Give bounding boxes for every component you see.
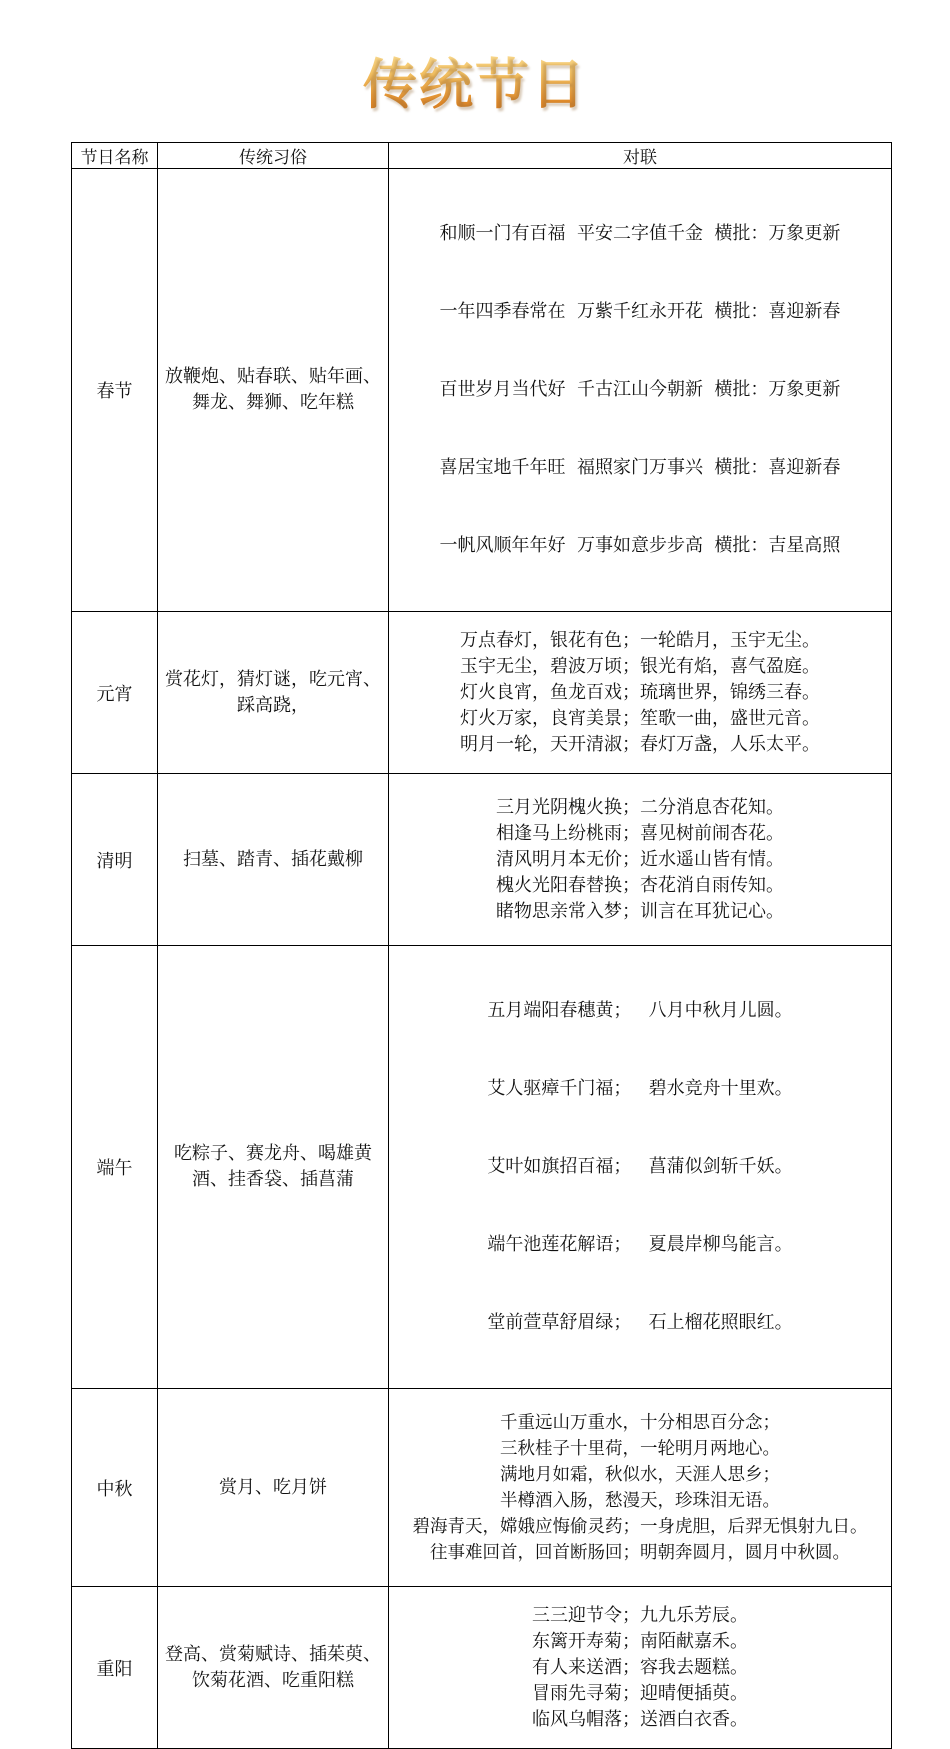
festival-name: 春节 bbox=[72, 169, 158, 612]
festival-name: 清明 bbox=[72, 774, 158, 946]
couplet-line: 端午池莲花解语； 夏晨岸柳鸟能言。 bbox=[487, 1234, 793, 1255]
couplet-line: 一年四季春常在 万紫千红永开花 横批：喜迎新春 bbox=[439, 301, 841, 322]
couplet-line: 满地月如霜，秋似水，天涯人思乡； bbox=[500, 1464, 780, 1485]
customs-line: 放鞭炮、贴春联、贴年画、 bbox=[165, 366, 381, 387]
table-row bbox=[72, 774, 892, 946]
couplet-line: 睹物思亲常入梦；训言在耳犹记心。 bbox=[496, 900, 784, 922]
header-festival-name: 节日名称 bbox=[72, 143, 158, 169]
table-row bbox=[72, 946, 892, 1389]
table-row bbox=[72, 1389, 892, 1587]
festival-customs bbox=[158, 1587, 389, 1749]
table-header-row bbox=[72, 143, 892, 169]
festival-name: 元宵 bbox=[72, 612, 158, 774]
festival-customs bbox=[158, 1389, 389, 1587]
customs-line: 扫墓、踏青、插花戴柳 bbox=[183, 848, 363, 870]
customs-line: 登高、赏菊赋诗、插茱萸、 bbox=[165, 1643, 381, 1665]
couplet-line: 相逢马上纷桃雨；喜见树前闹杏花。 bbox=[496, 822, 784, 844]
table-row bbox=[72, 612, 892, 774]
couplet-line: 万点春灯，银花有色；一轮皓月，玉宇无尘。 bbox=[460, 629, 820, 651]
festival-customs bbox=[158, 774, 389, 946]
festival-couplets bbox=[389, 169, 892, 612]
customs-line: 舞龙、舞狮、吃年糕 bbox=[192, 392, 354, 413]
table-row bbox=[72, 169, 892, 612]
festival-couplets bbox=[389, 774, 892, 946]
customs-line: 吃粽子、赛龙舟、喝雄黄 bbox=[174, 1143, 372, 1164]
couplet-line: 槐火光阳春替换；杏花消自雨传知。 bbox=[496, 874, 784, 896]
festival-customs bbox=[158, 612, 389, 774]
table-row bbox=[72, 1587, 892, 1749]
couplet-line: 三三迎节令；九九乐芳辰。 bbox=[532, 1604, 748, 1626]
couplet-line: 碧海青天，嫦娥应悔偷灵药；一身虎胆，后羿无惧射九日。 bbox=[412, 1516, 868, 1537]
header-customs: 传统习俗 bbox=[158, 143, 389, 169]
couplet-line: 灯火万家，良宵美景；笙歌一曲，盛世元音。 bbox=[460, 707, 820, 729]
festival-name: 中秋 bbox=[72, 1389, 158, 1587]
couplet-line: 艾叶如旗招百福； 菖蒲似剑斩千妖。 bbox=[487, 1156, 793, 1177]
couplet-line: 冒雨先寻菊；迎晴便插萸。 bbox=[532, 1682, 748, 1704]
couplet-line: 千重远山万重水，十分相思百分念； bbox=[500, 1412, 780, 1433]
couplet-line: 艾人驱瘴千门福； 碧水竞舟十里欢。 bbox=[487, 1078, 793, 1099]
festival-couplets bbox=[389, 1389, 892, 1587]
couplet-line: 灯火良宵，鱼龙百戏；琉璃世界，锦绣三春。 bbox=[460, 681, 820, 703]
couplet-line: 喜居宝地千年旺 福照家门万事兴 横批：喜迎新春 bbox=[439, 457, 841, 478]
couplet-line: 三月光阴槐火换；二分消息杏花知。 bbox=[496, 796, 784, 818]
couplet-line: 临风乌帽落；送酒白衣香。 bbox=[532, 1708, 748, 1730]
couplet-line: 有人来送酒；容我去题糕。 bbox=[532, 1656, 748, 1678]
couplet-line: 半樽酒入肠，愁漫天，珍珠泪无语。 bbox=[500, 1490, 780, 1511]
couplet-line: 五月端阳春穗黄； 八月中秋月儿圆。 bbox=[487, 1000, 793, 1021]
customs-line: 踩高跷， bbox=[237, 694, 309, 716]
customs-line: 酒、挂香袋、插菖蒲 bbox=[192, 1169, 354, 1190]
couplet-line: 玉宇无尘，碧波万顷；银光有焰，喜气盈庭。 bbox=[460, 655, 820, 677]
festival-couplets bbox=[389, 1587, 892, 1749]
customs-line: 赏月、吃月饼 bbox=[219, 1476, 327, 1498]
couplet-line: 三秋桂子十里荷，一轮明月两地心。 bbox=[500, 1438, 780, 1459]
festival-couplets bbox=[389, 946, 892, 1389]
couplet-line: 百世岁月当代好 千古江山今朝新 横批：万象更新 bbox=[439, 379, 841, 400]
couplet-line: 清风明月本无价；近水遥山皆有情。 bbox=[496, 848, 784, 870]
page-title: 传统节日 bbox=[0, 42, 950, 122]
festival-name: 重阳 bbox=[72, 1587, 158, 1749]
festival-name: 端午 bbox=[72, 946, 158, 1389]
customs-line: 饮菊花酒、吃重阳糕 bbox=[192, 1669, 354, 1691]
festival-table bbox=[71, 142, 892, 1749]
couplet-line: 往事难回首，回首断肠回；明朝奔圆月，圆月中秋圆。 bbox=[430, 1542, 850, 1563]
festival-couplets bbox=[389, 612, 892, 774]
header-couplets: 对联 bbox=[389, 143, 892, 169]
couplet-line: 堂前萱草舒眉绿； 石上榴花照眼红。 bbox=[487, 1312, 793, 1333]
couplet-line: 东篱开寿菊；南陌献嘉禾。 bbox=[532, 1630, 748, 1652]
couplet-line: 一帆风顺年年好 万事如意步步高 横批：吉星高照 bbox=[439, 535, 841, 556]
festival-customs bbox=[158, 169, 389, 612]
couplet-line: 明月一轮，天开清淑；春灯万盏，人乐太平。 bbox=[460, 733, 820, 755]
couplet-line: 和顺一门有百福 平安二字值千金 横批：万象更新 bbox=[439, 223, 841, 244]
festival-customs bbox=[158, 946, 389, 1389]
customs-line: 赏花灯，猜灯谜，吃元宵、 bbox=[165, 668, 381, 690]
